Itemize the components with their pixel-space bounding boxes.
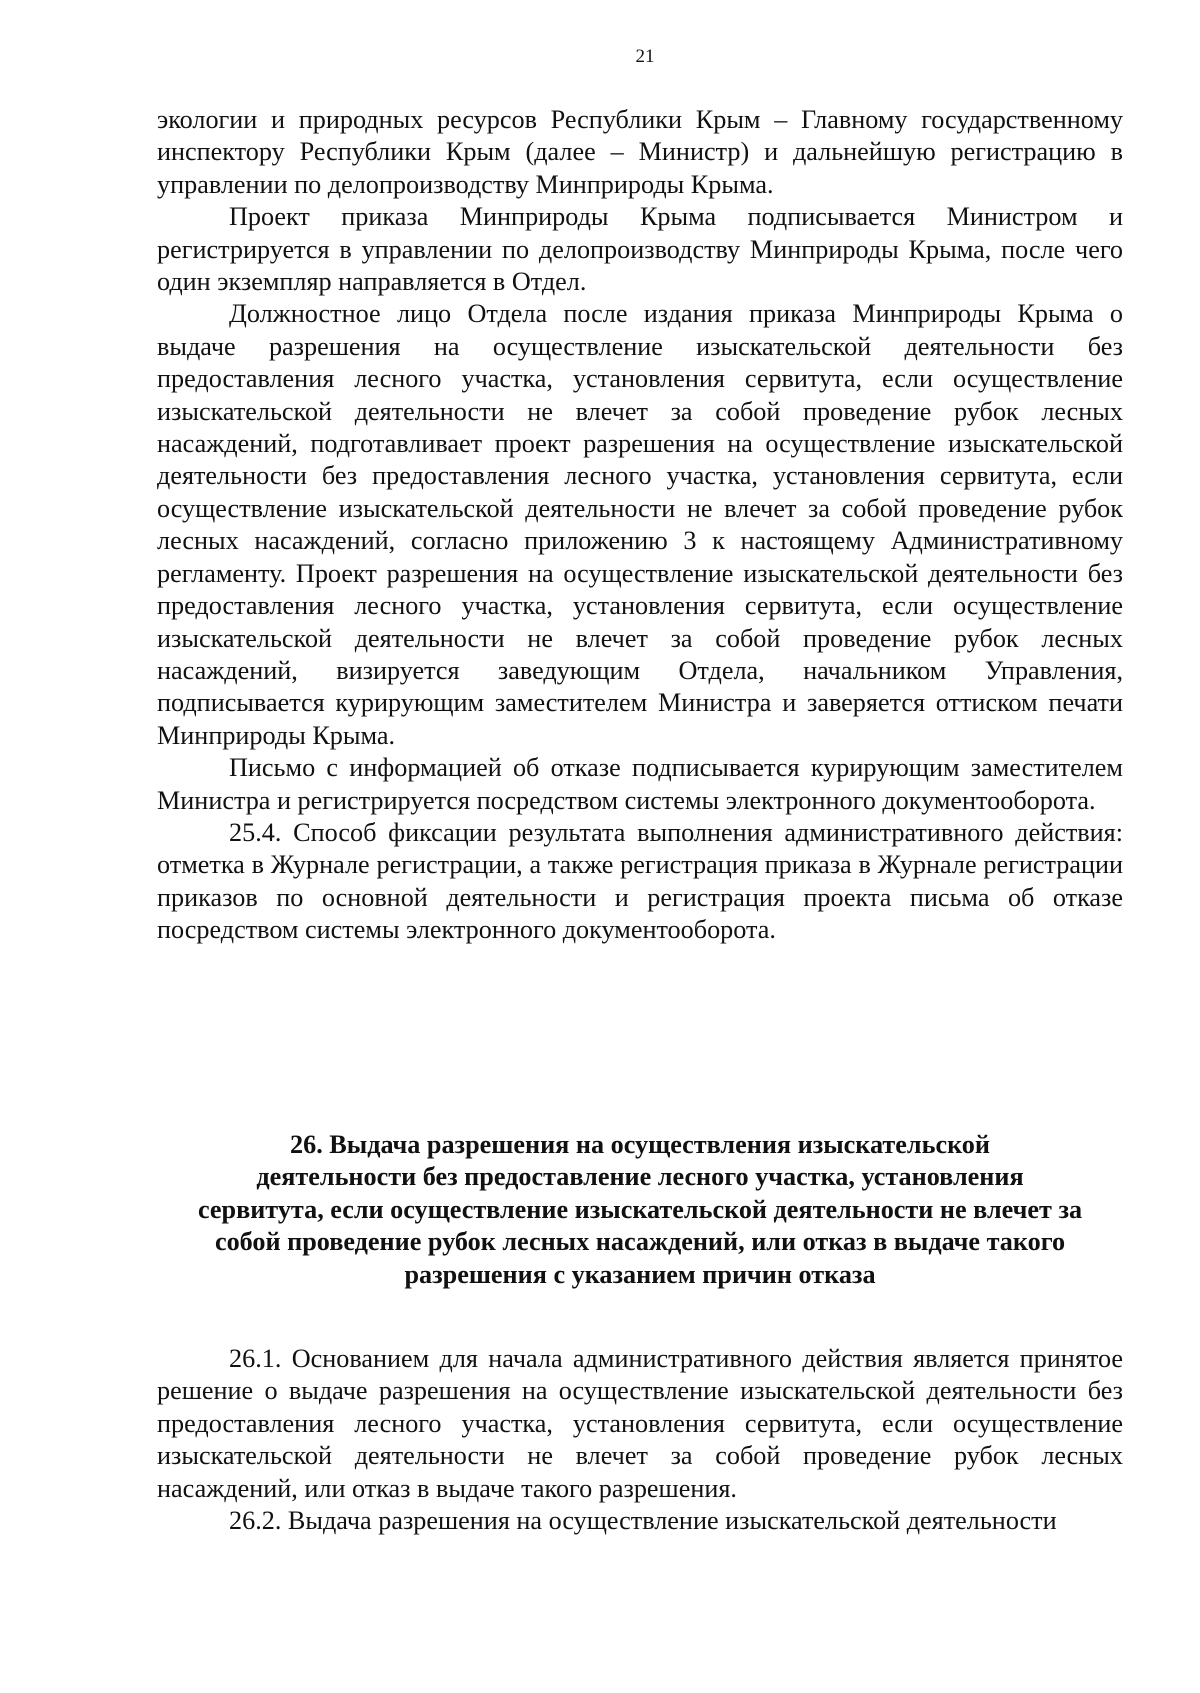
- paragraph: 25.4. Способ фиксации результата выполнения административного действия: отметка в Журнале регистрации, а также регистрация приказа в Журнале регистрации приказов по основной деятельности и регистрация проекта письма об отказе посредством системы электронного документооборота.: [157, 817, 1123, 945]
- paragraph: Письмо с информацией об отказе подписывается курирующим заместителем Министра и регистрируется посредством системы электронного документооборота.: [157, 753, 1123, 815]
- paragraph: 26.2. Выдача разрешения на осуществление изыскательской деятельности: [229, 1506, 1057, 1536]
- body-text-top: [157, 104, 1123, 947]
- paragraph: экологии и природных ресурсов Республики Крым – Главному государственному инспектору Республики Крым (далее – Министр) и дальнейшую регистрацию в управлении по делопроизводству Минприроды Крыма.: [157, 105, 1123, 199]
- section-heading-line: собой проведение рубок лесных насаждений, или отказ в выдаче такого: [214, 1227, 1066, 1257]
- paragraph: Должностное лицо Отдела после издания приказа Минприроды Крыма о выдаче разрешения на осуществление изыскательской деятельности без предоставления лесного участка, установления сервитута, если осуществление изыскательской деятельности не влечет за собой проведение рубок лесных насаждений, подготавливает проект разрешения на осуществление изыскательской деятельности без предоставления лесного участка, установления сервитута, если осуществление изыскательской деятельности не влечет за собой проведение рубок лесных насаждений, согласно приложению 3 к настоящему Административному регламенту. Проект разрешения на осуществление изыскательской деятельности без предоставления лесного участка, установления сервитута, если осуществление изыскательской деятельности не влечет за собой проведение рубок лесных насаждений, визируется заведующим Отдела, начальником Управления, подписывается курирующим заместителем Министра и заверяется оттиском печати Минприроды Крыма.: [157, 299, 1123, 750]
- section-heading-line: сервитута, если осуществление изыскательской деятельности не влечет за: [197, 1194, 1083, 1224]
- paragraph: Проект приказа Минприроды Крыма подписывается Министром и регистрируется в управлении по делопроизводству Минприроды Крыма, после чего один экземпляр направляется в Отдел.: [157, 202, 1123, 297]
- section-heading-line: 26. Выдача разрешения на осуществления изыскательской: [290, 1130, 990, 1159]
- section-heading-line: деятельности без предоставление лесного участка, установления: [256, 1162, 1024, 1192]
- paragraph: 26.1. Основанием для начала административного действия является принятое решение о выдаче разрешения на осуществление изыскательской деятельности без предоставления лесного участка, установления сервитута, если осуществление изыскательской деятельности не влечет за собой проведение рубок лесных насаждений, или отказ в выдаче такого разрешения.: [157, 1344, 1123, 1503]
- body-text-bottom: [157, 1343, 1123, 1537]
- section-heading-line: разрешения с указанием причин отказа: [404, 1259, 876, 1289]
- section-heading: [157, 1129, 1123, 1291]
- page-number: 21: [635, 46, 655, 67]
